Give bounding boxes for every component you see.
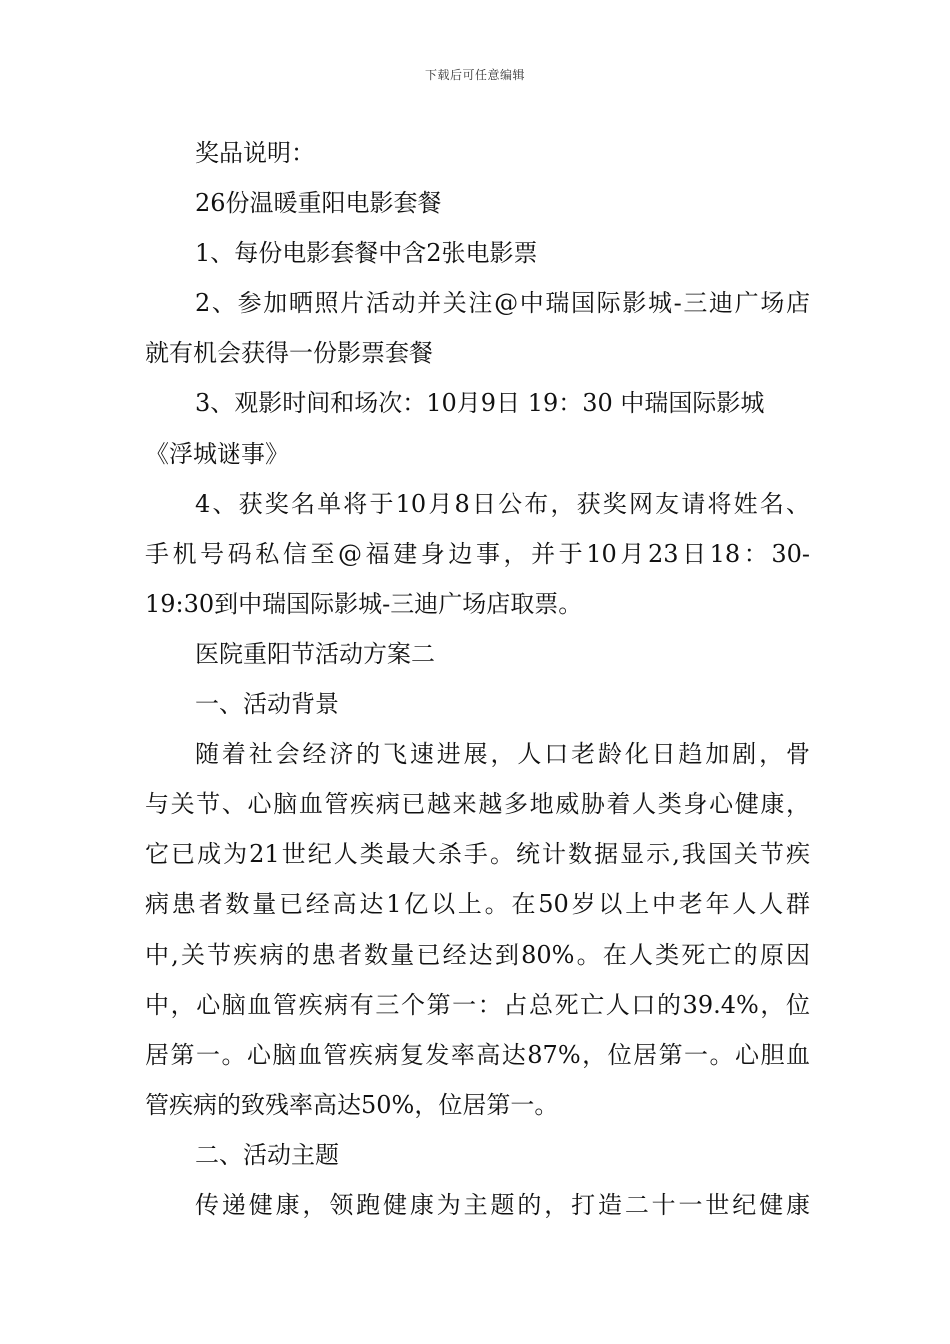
- background-paragraph-line: 中，心脑血管疾病有三个第一：占总死亡人口的39.4%，位: [145, 990, 810, 1019]
- prize-item-2-cont: 就有机会获得一份影票套餐: [145, 339, 433, 368]
- background-paragraph-line: 管疾病的致残率高达50%，位居第一。: [145, 1090, 559, 1119]
- prize-item-4-cont-2: 19:30到中瑞国际影城-三迪广场店取票。: [145, 589, 583, 618]
- background-paragraph-line: 它已成为21世纪人类最大杀手。统计数据显示,我国关节疾: [145, 840, 810, 869]
- prize-heading: 奖品说明：: [195, 139, 315, 167]
- prize-summary: 26份温暖重阳电影套餐: [195, 189, 442, 218]
- prize-item-1: 1、每份电影套餐中含2张电影票: [195, 239, 538, 268]
- background-paragraph-line: 随着社会经济的飞速进展，人口老龄化日趋加剧，骨: [195, 740, 810, 769]
- background-paragraph-line: 病患者数量已经高达1亿以上。在50岁以上中老年人人群: [145, 890, 810, 919]
- prize-item-3-cont: 《浮城谜事》: [145, 439, 289, 468]
- page-header: 下载后可任意编辑: [424, 68, 525, 82]
- theme-paragraph-line: 传递健康，领跑健康为主题的，打造二十一世纪健康: [195, 1190, 810, 1219]
- background-paragraph-line: 与关节、心脑血管疾病已越来越多地威胁着人类身心健康，: [145, 790, 810, 819]
- document-body: [145, 128, 810, 1230]
- prize-item-3: 3、观影时间和场次：10月9日 19：30 中瑞国际影城: [195, 389, 765, 418]
- background-paragraph-line: 居第一。心脑血管疾病复发率高达87%，位居第一。心胆血: [145, 1040, 810, 1069]
- prize-item-4: 4、获奖名单将于10月8日公布，获奖网友请将姓名、: [195, 489, 810, 518]
- prize-item-4-cont-1: 手机号码私信至@福建身边事，并于10月23日18：30-: [145, 539, 810, 568]
- section-heading-background: 一、活动背景: [195, 690, 339, 719]
- section-title-plan-two: 医院重阳节活动方案二: [195, 639, 435, 668]
- prize-item-2: 2、参加晒照片活动并关注@中瑞国际影城-三迪广场店: [195, 289, 810, 318]
- section-heading-theme: 二、活动主题: [195, 1140, 339, 1169]
- background-paragraph-line: 中,关节疾病的患者数量已经达到80%。在人类死亡的原因: [145, 940, 810, 969]
